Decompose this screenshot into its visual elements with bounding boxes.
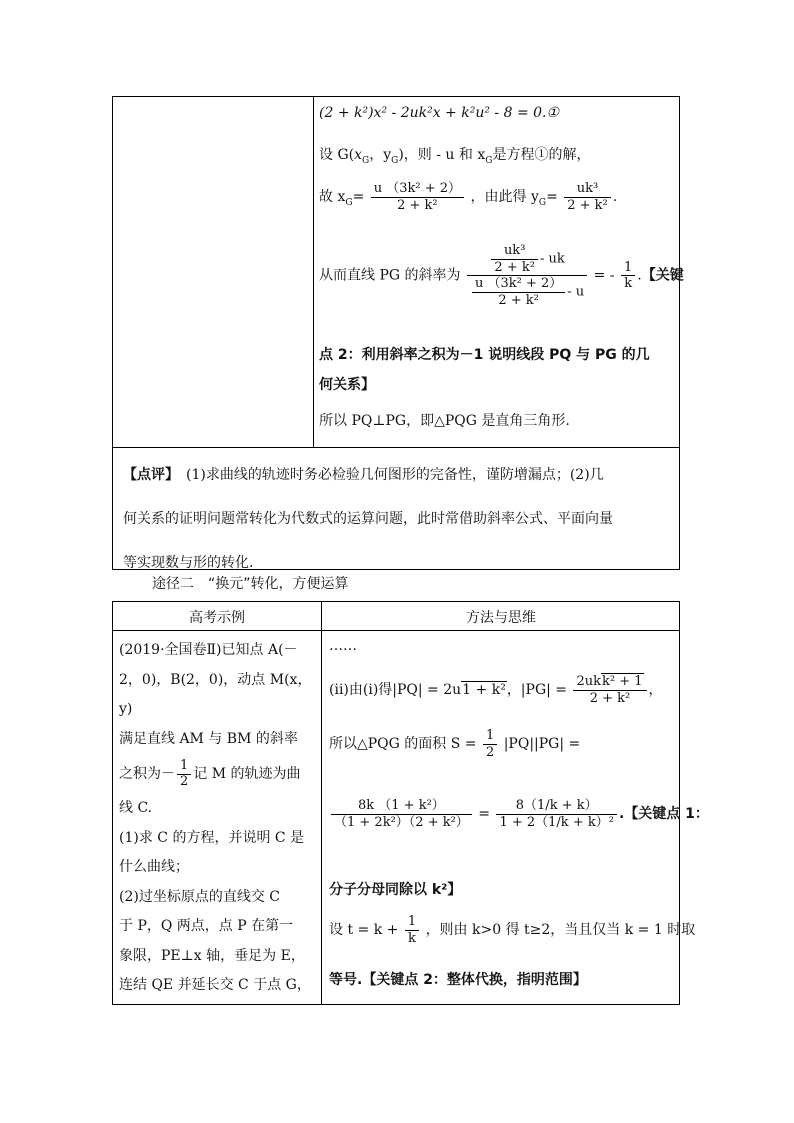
review-line-3: 等实现数与形的转化. [123,555,254,571]
equation-line: (2 + k²)x² - 2uk²x + k²u² - 8 = 0.① [319,105,560,121]
xg-fraction: $\frac{\text{u （3k² + 2）}}{\text{2 + k²}}$ [371,181,464,213]
substitution-line: 设 t = k + $\frac{1}{k}$ ，则由 k>0 得 t≥2，当且仅当 k = 1 时取 [329,914,696,946]
section-title: 途径二 “换元”转化，方便运算 [152,576,349,592]
area-line: 所以△PQG 的面积 S = $\frac{1}{2}$ |PQ||PG| = [329,728,581,760]
pq-pg-line: (ⅱ)由(ⅰ)得|PQ| = 2u1 + k²，|PG| = $\frac{\text{2ukk² + 1}}{\text{2 + k²}}$ ， [329,674,663,706]
review-line-2: 何关系的证明问题常转化为代数式的运算问题，此时常借助斜率公式、平面向量 [123,511,613,527]
review-section [123,453,671,585]
slope-fraction: $\frac{\text{uk³}}{\text{2 + k²}}$ - uk $\frac{\text{u （3k² + 2）}}{\text{2 + k²}}$ - u [467,243,587,308]
key-point-2a: 点 2：利用斜率之积为－1 说明线段 PQ 与 PG 的几 [319,347,650,363]
row-divider [113,447,679,448]
method-cell: …… (ⅱ)由(ⅰ)得|PQ| = 2u1 + k²，|PG| = $\frac{\text{2ukk² + 1}}{\text{2 + k²}}$ ， 所以△PQG 的面积 S = $\frac{1}{2}$ |PQ||PG| = $\frac{\text{8k （1 + k²）}}{\text{（1 + 2k²）（2 + k²）}}$ = $\frac{8(1/k + k)}{\text{1 + 2（1/k + k）²}}$ .【关键点 1： 分子分母同除以 k²】 设 t = k + $\frac{1}{k}$ ，则由 k>0 得 t≥2，当且仅当 k = 1 时取 等号.【关键点 2：整体代换，指明范围】 [329,638,709,988]
header-right: 方法与思维 [466,610,536,626]
column-divider [313,97,314,447]
continuation-table [112,96,684,571]
exam-problem: (2019·全国卷Ⅱ)已知点 A(－ 2，0)，B(2，0)，动点 M(x，y) 满足直线 AM 与 BM 的斜率 之积为－ $\frac{1}{2}$ 记 M 的轨迹为曲 线 C. (1)求 C 的方程，并说明 C 是 什么曲线； (2)过坐标原点的直线交 C 于 P，Q 两点，点 P 在第一 象限，PE⊥x 轴，垂足为 E， 连结 QE 并延长交 C 于点 G， [119,642,312,993]
review-line-1: 【点评】 (1)求曲线的轨迹时务必检验几何图形的完备性，谨防增漏点；(2)几 [123,467,604,483]
column-divider [321,602,322,1004]
header-left: 高考示例 [189,610,245,626]
conclusion-line: 所以 PQ⊥PG，即△PQG 是直角三角形. [319,413,570,429]
key-point-1: 分子分母同除以 k²】 [329,882,462,898]
example-table [112,601,709,1005]
key-point-2: 等号.【关键点 2：整体代换，指明范围】 [329,972,587,988]
key-point-2b: 何关系】 [319,377,375,393]
slope-line: 从而直线 PG 的斜率为 $\frac{\text{uk³}}{\text{2 + k²}}$ - uk $\frac{\text{u （3k² + 2）}}{\text{2 + k²}}$ - u = - $\frac{1}{k}$ .【关键 [319,243,684,308]
xg-yg-line: 故 $x_G=$ $\frac{\text{u （3k² + 2）}}{\text{2 + k²}}$ ，由此得 $y_G=$ $\frac{\text{uk³}}{\text{2 + k²}}$ . [319,181,618,213]
solution-cell [319,97,684,447]
yg-fraction: $\frac{\text{uk³}}{\text{2 + k²}}$ [564,181,611,213]
area-expression: $\frac{\text{8k （1 + k²）}}{\text{（1 + 2k²）（2 + k²）}}$ = $\frac{8(1/k + k)}{\text{1 + 2（1/k + k）²}}$ .【关键点 1： [329,798,709,830]
set-g-line: 设 $G(x_G$，$y_G$)，则 - u 和 $x_G$是方程①的解， [319,147,591,166]
